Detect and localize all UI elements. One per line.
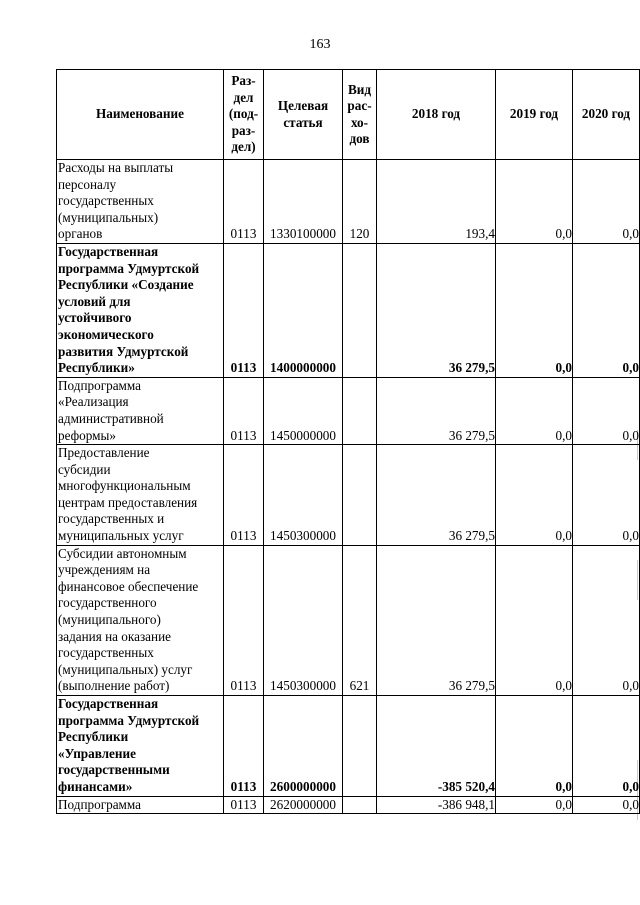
cell-2019: 0,0 [496, 696, 573, 797]
cell-name-line: государственных и [58, 511, 165, 527]
header-section [224, 70, 264, 160]
cell-name-line: программа Удмуртской [58, 712, 200, 728]
cell-2020: 0,0 [573, 243, 640, 377]
cell-name-line: учреждениям на [58, 562, 151, 578]
cell-name-line: Подпрограмма [58, 796, 142, 812]
cell-type [343, 696, 377, 797]
cell-target: 1400000000 [264, 243, 343, 377]
cell-name-line: задания на оказание [58, 628, 171, 644]
header-section-line: дел) [231, 139, 256, 155]
header-type [343, 70, 377, 160]
cell-section: 0113 [224, 243, 264, 377]
cell-2020: 0,0 [573, 796, 640, 814]
cell-name-line: Предоставление [58, 445, 150, 461]
cell-target: 1330100000 [264, 160, 343, 244]
cell-2020: 0,0 [573, 160, 640, 244]
header-section-line: (под- [228, 106, 259, 122]
page-number: 163 [309, 37, 331, 52]
cell-2019: 0,0 [496, 545, 573, 695]
cell-target: 1450300000 [264, 445, 343, 546]
cell-name-line: субсидии [58, 461, 111, 477]
cell-2019: 0,0 [496, 796, 573, 814]
cell-type: 621 [343, 545, 377, 695]
cell-name-line: многофункциональным [58, 478, 191, 494]
cell-type: 120 [343, 160, 377, 244]
cell-name-line: государственными [58, 762, 170, 778]
cell-2020: 0,0 [573, 545, 640, 695]
cell-section: 0113 [224, 160, 264, 244]
cell-type [343, 377, 377, 444]
cell-name-line: (выполнение работ) [58, 678, 170, 694]
header-type-line: хо- [350, 114, 369, 130]
cell-name-line: государственных [58, 193, 154, 209]
cell-name [57, 796, 224, 814]
cell-name-line: государственных [58, 645, 154, 661]
cell-2018: 36 279,5 [377, 243, 496, 377]
cell-name-line: государственного [58, 595, 157, 611]
cell-name-line: Государственная [58, 243, 159, 259]
cell-2018: 36 279,5 [377, 377, 496, 444]
header-target [264, 70, 343, 160]
cell-name-line: реформы» [58, 427, 116, 443]
table-header-row [57, 70, 640, 160]
cell-name-line: органов [58, 226, 103, 242]
header-section-line: Раз- [231, 73, 256, 89]
cell-2019: 0,0 [496, 243, 573, 377]
cell-name [57, 445, 224, 546]
table-row [57, 445, 640, 546]
header-section-line: раз- [231, 122, 256, 138]
cell-name [57, 545, 224, 695]
cell-target: 1450000000 [264, 377, 343, 444]
table-row [57, 377, 640, 444]
cell-section: 0113 [224, 696, 264, 797]
cell-name-line: центрам предоставления [58, 494, 198, 510]
cell-section: 0113 [224, 545, 264, 695]
cell-name-line: (муниципальных) услуг [58, 661, 193, 677]
header-target-line: статья [283, 114, 323, 130]
cell-name-line: Республики [58, 729, 129, 745]
header-type-line: дов [349, 131, 370, 146]
header-type-line: рас- [347, 98, 372, 113]
cell-2019: 0,0 [496, 377, 573, 444]
cell-2020: 0,0 [573, 696, 640, 797]
cell-2018: 193,4 [377, 160, 496, 244]
cell-target: 1450300000 [264, 545, 343, 695]
table-row [57, 696, 640, 797]
cell-name-line: устойчивого [58, 310, 132, 326]
cell-2019: 0,0 [496, 160, 573, 244]
cell-2018: 36 279,5 [377, 445, 496, 546]
budget-table [56, 69, 640, 814]
cell-name [57, 160, 224, 244]
cell-name-line: программа Удмуртской [58, 260, 200, 276]
cell-name-line: экономического [58, 326, 154, 342]
cell-section: 0113 [224, 445, 264, 546]
cell-name-line: Республики «Создание [58, 277, 194, 293]
header-year-2020: 2020 год [573, 70, 640, 160]
header-type-line: Вид [347, 81, 372, 97]
table-row [57, 243, 640, 377]
cell-2018: -385 520,4 [377, 696, 496, 797]
cell-name-line: Субсидии автономным [58, 545, 187, 561]
cell-target: 2600000000 [264, 696, 343, 797]
cell-name-line: финансами» [58, 778, 133, 794]
cell-type [343, 445, 377, 546]
cell-name-line: финансовое обеспечение [58, 578, 199, 594]
cell-name-line: (муниципального) [58, 612, 161, 628]
cell-name-line: (муниципальных) [58, 209, 159, 225]
cell-name-line: муниципальных услуг [58, 528, 184, 544]
cell-name-line: условий для [58, 293, 131, 309]
cell-name [57, 243, 224, 377]
cell-name-line: Республики» [58, 360, 135, 376]
cell-section: 0113 [224, 377, 264, 444]
table-row [57, 796, 640, 814]
table-body [57, 160, 640, 814]
table-row [57, 160, 640, 244]
header-name: Наименование [57, 70, 224, 160]
cell-name-line: «Реализация [58, 394, 129, 410]
header-year-2019: 2019 год [496, 70, 573, 160]
cell-name [57, 696, 224, 797]
cell-section: 0113 [224, 796, 264, 814]
cell-name-line: Государственная [58, 696, 159, 711]
table-row [57, 545, 640, 695]
cell-target: 2620000000 [264, 796, 343, 814]
cell-type [343, 796, 377, 814]
header-year-2018: 2018 год [377, 70, 496, 160]
cell-name-line: персоналу [58, 176, 117, 192]
cell-2018: 36 279,5 [377, 545, 496, 695]
cell-name [57, 377, 224, 444]
cell-2020: 0,0 [573, 377, 640, 444]
header-target-line: Целевая [277, 98, 329, 113]
cell-name-line: Подпрограмма [58, 377, 142, 393]
cell-name-line: административной [58, 410, 164, 426]
header-section-line: дел [233, 89, 254, 105]
cell-2018: -386 948,1 [377, 796, 496, 814]
cell-name-line: «Управление [58, 745, 136, 761]
cell-name-line: Расходы на выплаты [58, 160, 174, 175]
cell-2019: 0,0 [496, 445, 573, 546]
cell-2020: 0,0 [573, 445, 640, 546]
cell-name-line: развития Удмуртской [58, 343, 189, 359]
cell-type [343, 243, 377, 377]
